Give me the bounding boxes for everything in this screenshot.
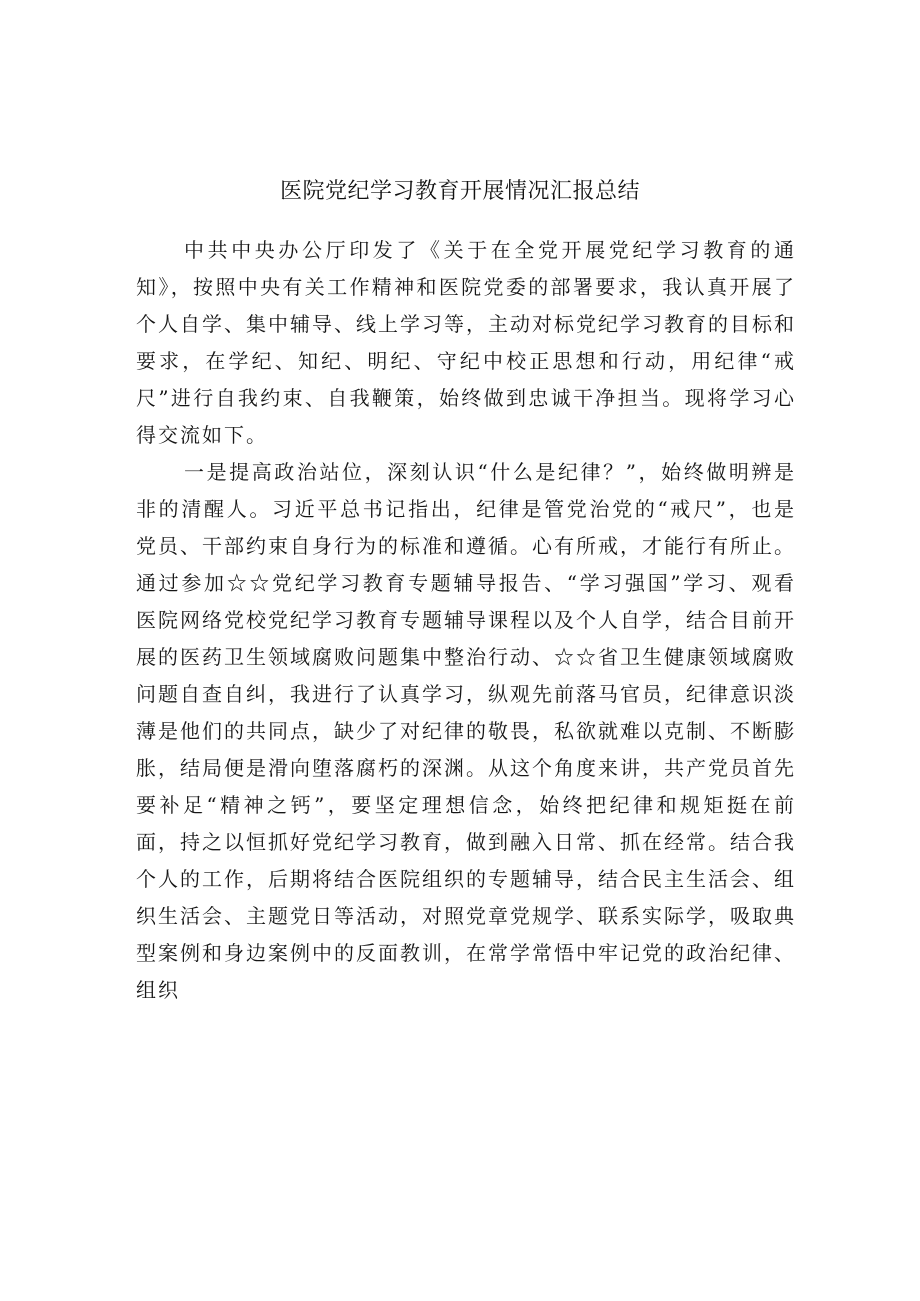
paragraph-intro: 中共中央办公厅印发了《关于在全党开展党纪学习教育的通知》，按照中央有关工作精神和医院党委的部署要求，我认真开展了个人自学、集中辅导、线上学习等，主动对标党纪学习教育的目标和要求，在学纪、知纪、明纪、守纪中校正思想和行动，用纪律“戒尺”进行自我约束、自我鞭策，始终做到忠诚干净担当。现将学习心得交流如下。: [136, 238, 796, 447]
document-title: 医院党纪学习教育开展情况汇报总结: [279, 179, 640, 204]
document-body: [136, 232, 796, 1009]
paragraph-point-one: 一是提高政治站位，深刻认识“什么是纪律？”，始终做明辨是非的清醒人。习近平总书记指出，纪律是管党治党的“戒尺”，也是党员、干部约束自身行为的标准和遵循。心有所戒，才能行有所止。通过参加☆☆党纪学习教育专题辅导报告、“学习强国”学习、观看医院网络党校党纪学习教育专题辅导课程以及个人自学，结合目前开展的医药卫生领域腐败问题集中整治行动、☆☆省卫生健康领域腐败问题自查自纠，我进行了认真学习，纵观先前落马官员，纪律意识淡薄是他们的共同点，缺少了对纪律的敬畏，私欲就难以克制、不断膨胀，结局便是滑向堕落腐朽的深渊。从这个角度来讲，共产党员首先要补足“精神之钙”，要坚定理想信念，始终把纪律和规矩挺在前面，持之以恒抓好党纪学习教育，做到融入日常、抓在经常。结合我个人的工作，后期将结合医院组织的专题辅导，结合民主生活会、组织生活会、主题党日等活动，对照党章党规学、联系实际学，吸取典型案例和身边案例中的反面教训，在常学常悟中牢记党的政治纪律、组织: [136, 460, 796, 1002]
